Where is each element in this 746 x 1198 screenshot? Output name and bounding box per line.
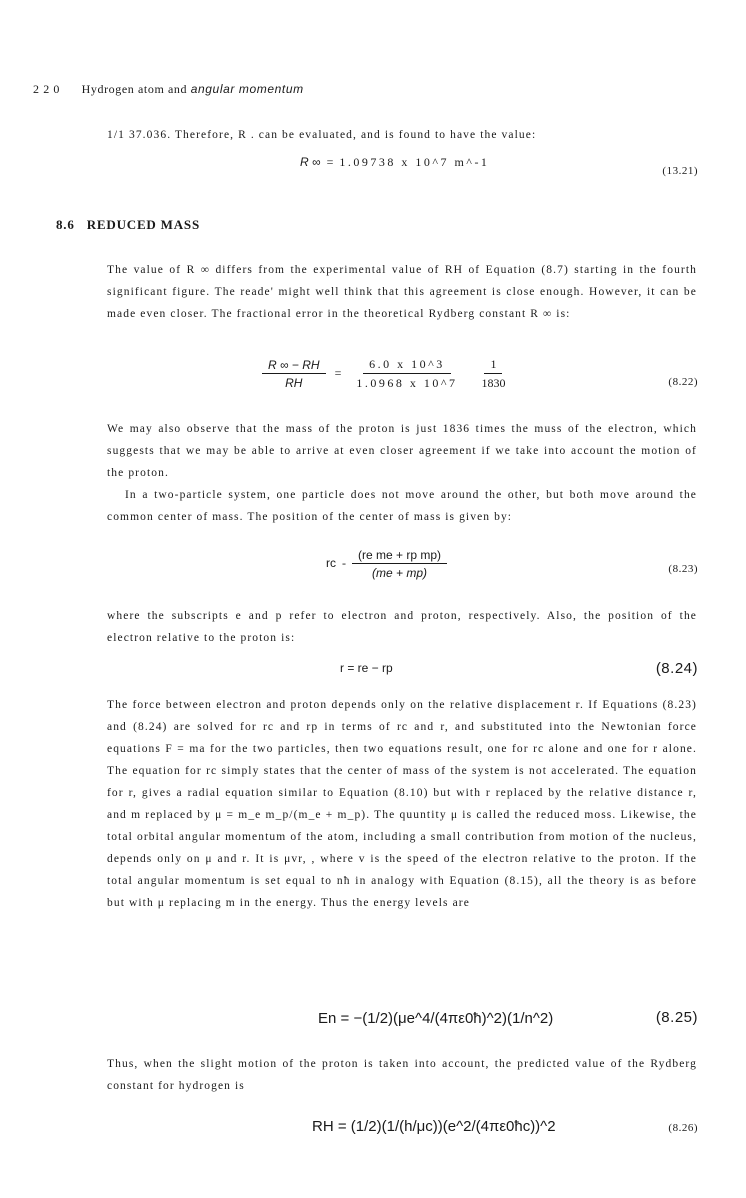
eq-number-8-22: (8.22) — [668, 376, 698, 388]
paragraph-0: 1/1 37.036. Therefore, R . can be evaluated, and is found to have the value: — [107, 129, 537, 141]
eq-number-13-21: (13.21) — [662, 165, 698, 177]
eq-8-22-frac-mid — [350, 357, 463, 391]
paragraph-1: The value of R ∞ differs from the experimental value of RH of Equation (8.7) starting in the fourth significant figure. The reade' might well think that this agreement is close enough. However, it can be made even closer. The fractional error in the theoretical Rydberg constant R ∞ is: — [107, 264, 697, 320]
paragraph-6: Thus, when the slight motion of the proton is taken into account, the predicted value of the Rydberg constant for hydrogen is — [107, 1058, 697, 1092]
paragraph-3: In a two-particle system, one particle does not move around the other, but both move around the common center of mass. The position of the center of mass is given by: — [107, 489, 697, 523]
eq-8-22-den-left: RH — [285, 376, 303, 390]
eq-number-8-26: (8.26) — [668, 1122, 698, 1134]
running-head-title: Hydrogen atom and — [81, 82, 188, 96]
page-number: 2 2 0 — [33, 82, 60, 96]
paragraph-2: We may also observe that the mass of the proton is just 1836 times the muss of the electron, which suggests that we may be able to arrive at even closer agreement if we take into account the motion of the proton. — [107, 423, 697, 479]
eq-number-8-25: (8.25) — [655, 1009, 698, 1026]
paragraph-4: where the subscripts e and p refer to electron and proton, respectively. Also, the position of the electron relative to the proton is: — [107, 610, 697, 644]
eq-8-22-den-right: 1830 — [481, 376, 506, 390]
eq-8-23-num: (re me + rp mp) — [352, 548, 447, 564]
eq-8-22-num-mid: 6.0 x 10^3 — [363, 357, 451, 374]
eq-8-23-lhs: rc — [326, 555, 336, 570]
eq-8-22-num-right: 1 — [484, 357, 502, 374]
section-number: 8.6 — [56, 217, 75, 232]
paragraph-5: The force between electron and proton depends only on the relative displacement r. If Equations (8.23) and (8.24) are solved for rc and rp in terms of rc and r, and substituted into the Newtonian force equations F = ma for the two particles, then two equations result, one for rc alone and one for r alone. The equation for rc simply states that the center of mass of the system is not accelerated. The equation for r, gives a radial equation similar to Equation (8.10) but with r replaced by the relative distance r, and m replaced by μ = m_e m_p/(m_e + m_p). The quuntity μ is called the reduced moss. Likewise, the total orbital angular momentum of the atom, including a small contribution from motion of the nucleus, depends only on μ and r. It is μvr, , where v is the speed of the electron relative to the proton. If the total angular momentum is set equal to nħ in analogy with Equation (8.15), all the theory is as before but with μ replacing m in the energy. Thus the energy levels are — [107, 699, 697, 909]
eq-number-8-24: (8.24) — [655, 660, 698, 677]
section-title: REDUCED MASS — [86, 217, 200, 232]
eq-13-21-rhs: 1.09738 x 10^7 m^-1 — [339, 155, 490, 169]
eq-8-22-den-mid: 1.0968 x 10^7 — [356, 376, 458, 390]
eq-13-21-lhs: R ∞ — [300, 155, 321, 169]
equation-8-26: RH = (1/2)(1/(h/μc))(e^2/(4πε0ħc))^2 — [312, 1118, 556, 1135]
eq-8-23-frac — [352, 548, 447, 580]
equation-8-23: rc - $\frac{\text{(re me + rp mp)}}{(me + mp)}$ — [326, 548, 447, 580]
equation-13-21: R ∞ = 1.09738 x 10^7 m^-1 — [300, 155, 490, 169]
eq-8-22-frac-right — [475, 357, 511, 391]
running-head — [33, 82, 304, 97]
eq-8-23-den: (me + mp) — [372, 566, 428, 580]
eq-8-22-frac-left — [262, 358, 326, 390]
equation-8-22: $\frac{R \infty - RH}{RH}$ = $\frac{6.0 x 10\^{}3}{1.0968 x 10\^{}7}$ $\frac{1}{1830}$ — [262, 357, 511, 391]
equation-8-25: En = −(1/2)(μe^4/(4πε0ħ)^2)(1/n^2) — [318, 1010, 554, 1027]
eq-number-8-23: (8.23) — [668, 563, 698, 575]
section-heading — [56, 217, 200, 233]
running-head-title-italic: angular momentum — [190, 82, 304, 96]
eq-8-22-num-left: R ∞ − RH — [262, 358, 326, 374]
equation-8-24: r = re − rp — [340, 661, 393, 675]
